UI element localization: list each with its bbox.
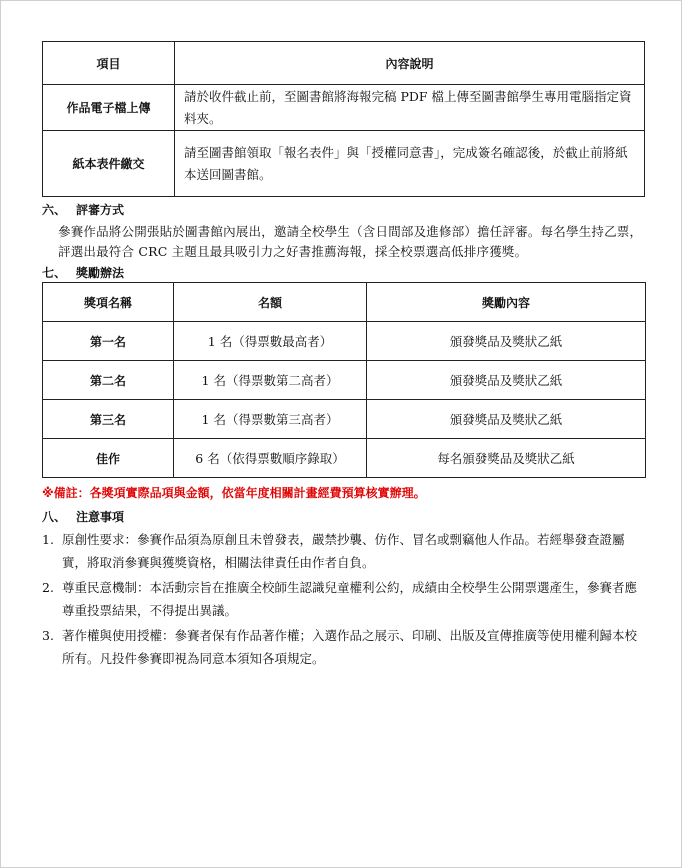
award-quota: 1 名（得票數第三高者） [174, 400, 367, 439]
row-item: 紙本表件繳交 [43, 131, 175, 197]
list-number: 3. [42, 628, 54, 643]
header-item: 項目 [43, 42, 175, 85]
list-number: 2. [42, 580, 54, 595]
award-name: 第二名 [43, 361, 174, 400]
section-number: 七、 [42, 266, 67, 280]
list-item [42, 624, 645, 670]
remark-note: ※備註：各獎項實際品項與金額，依當年度相關計畫經費預算核實辦理。 [42, 486, 426, 500]
list-item [42, 576, 645, 622]
awards-table [42, 282, 646, 478]
award-reward: 頒發獎品及獎狀乙紙 [367, 361, 646, 400]
section-number: 八、 [42, 510, 67, 524]
section-title: 注意事項 [76, 510, 125, 524]
award-name: 第三名 [43, 400, 174, 439]
submission-table [42, 41, 645, 197]
award-reward: 頒發獎品及獎狀乙紙 [367, 400, 646, 439]
award-quota: 1 名（得票數第二高者） [174, 361, 367, 400]
header-reward: 獎勵內容 [367, 283, 646, 322]
row-desc: 請於收件截止前，至圖書館將海報完稿 PDF 檔上傳至圖書館學生專用電腦指定資料夾。 [175, 85, 645, 131]
section-heading [42, 201, 124, 218]
award-quota: 1 名（得票數最高者） [174, 322, 367, 361]
award-name: 第一名 [43, 322, 174, 361]
section-title: 獎勵辦法 [76, 266, 125, 280]
award-name: 佳作 [43, 439, 174, 478]
award-quota: 6 名（依得票數順序錄取） [174, 439, 367, 478]
list-item [42, 528, 645, 574]
list-text: 尊重民意機制：本活動宗旨在推廣全校師生認識兒童權利公約，成績由全校學生公開票選產生，參賽者應尊重投票結果，不得提出異議。 [62, 580, 638, 618]
section-heading [42, 264, 124, 281]
header-quota: 名額 [174, 283, 367, 322]
award-reward: 每名頒發獎品及獎狀乙紙 [367, 439, 646, 478]
section-body: 參賽作品將公開張貼於圖書館內展出，邀請全校學生（含日間部及進修部）擔任評審。每名學生持乙票，評選出最符合 CRC 主題且最具吸引力之好書推薦海報，採全校票選高低排序獲獎。 [58, 224, 643, 259]
section-title: 評審方式 [76, 203, 125, 217]
award-reward: 頒發獎品及獎狀乙紙 [367, 322, 646, 361]
header-award: 獎項名稱 [43, 283, 174, 322]
section-number: 六、 [42, 203, 67, 217]
section-heading [42, 508, 124, 525]
header-desc: 內容說明 [175, 42, 645, 85]
row-item: 作品電子檔上傳 [43, 85, 175, 131]
list-text: 原創性要求：參賽作品須為原創且未曾發表，嚴禁抄襲、仿作、冒名或剽竊他人作品。若經舉發查證屬實，將取消參賽與獲獎資格，相關法律責任由作者自負。 [62, 532, 625, 570]
list-number: 1. [42, 532, 54, 547]
list-text: 著作權與使用授權：參賽者保有作品著作權；入選作品之展示、印刷、出版及宣傳推廣等使用權利歸本校所有。凡投件參賽即視為同意本須知各項規定。 [62, 628, 638, 666]
row-desc: 請至圖書館領取「報名表件」與「授權同意書」，完成簽名確認後，於截止前將紙本送回圖書館。 [175, 131, 645, 197]
